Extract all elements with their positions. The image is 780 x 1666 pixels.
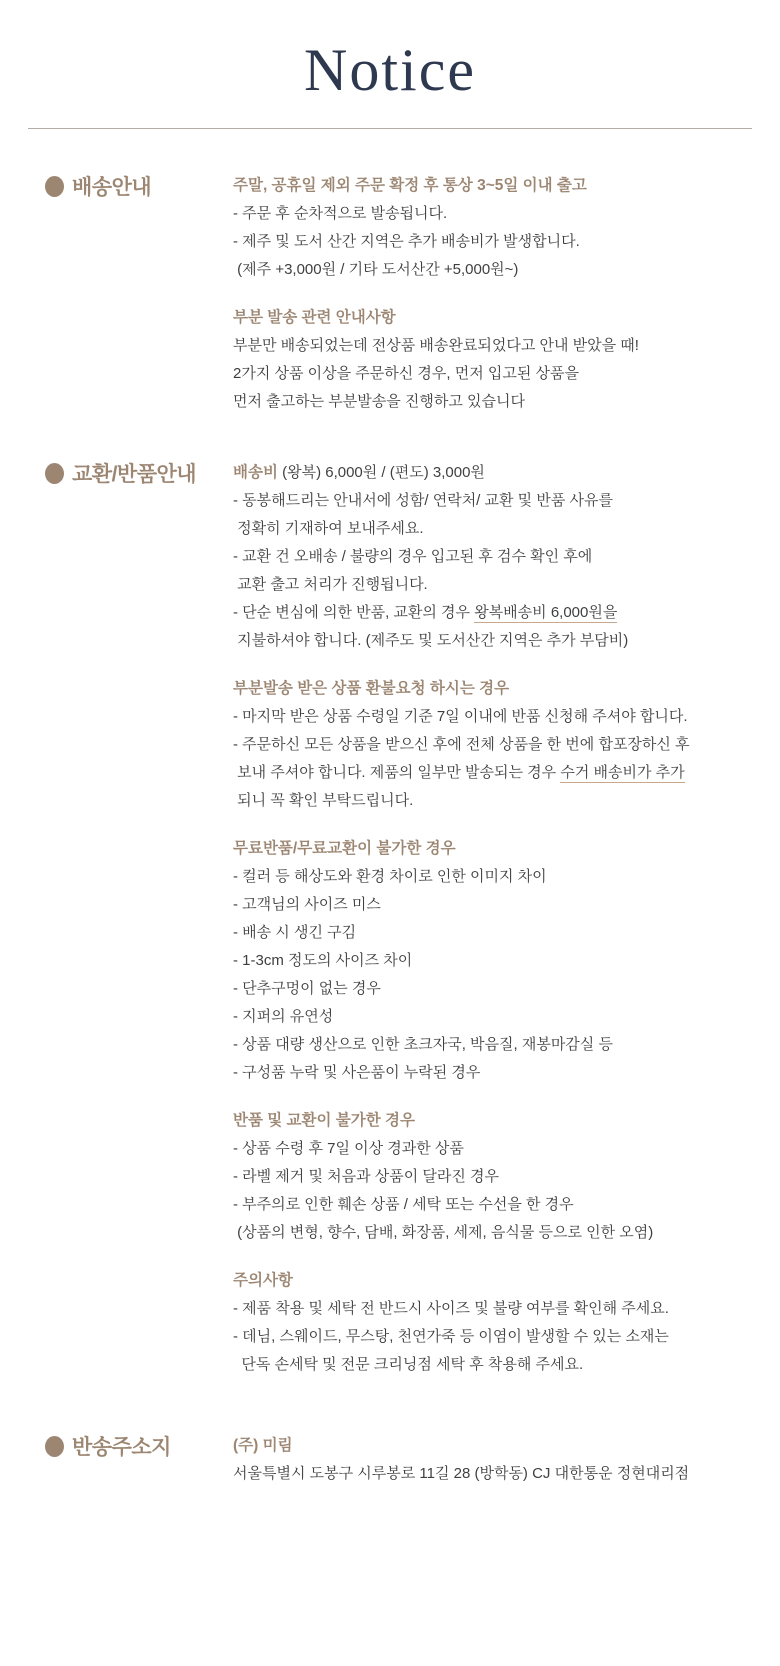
fee-line: [233, 459, 780, 487]
no-return-line: - 부주의로 인한 훼손 상품 / 세탁 또는 수선을 한 경우: [233, 1196, 574, 1213]
section-return-address-content: [233, 1431, 780, 1488]
return-address-line: 서울특별시 도봉구 시루봉로 11길 28 (방학동) CJ 대한통운 정현대리점: [233, 1465, 690, 1482]
simple-change-line: 지불하셔야 합니다. (제주도 및 도서산간 지역은 추가 부담비): [233, 632, 629, 649]
fee-value: (왕복) 6,000원 / (편도) 3,000원: [277, 464, 485, 481]
partial-refund-line: - 주문하신 모든 상품을 받으신 후에 전체 상품을 한 번에 합포장하신 후: [233, 736, 690, 753]
no-free-line: - 단추구멍이 없는 경우: [233, 980, 381, 997]
shipping-line: - 제주 및 도서 산간 지역은 추가 배송비가 발생합니다.: [233, 233, 580, 250]
no-free-line: - 구성품 누락 및 사은품이 누락된 경우: [233, 1064, 481, 1081]
simple-change-line: [233, 599, 780, 627]
fee-label: 배송비: [233, 464, 278, 481]
partial-refund-block: [233, 675, 780, 815]
section-exchange-header: [45, 458, 233, 488]
page-title: Notice: [304, 37, 476, 103]
no-free-line: - 컬러 등 해상도와 환경 차이로 인한 이미지 차이: [233, 868, 547, 885]
partial-refund-underlined: 수거 배송비가 추가: [560, 764, 685, 781]
bullet-icon: [45, 176, 64, 197]
no-return-block: [233, 1107, 780, 1247]
fee-line: - 교환 건 오배송 / 불량의 경우 입고된 후 검수 확인 후에: [233, 548, 593, 565]
bullet-icon: [45, 463, 64, 484]
shipping-headline: 주말, 공휴일 제외 주문 확정 후 통상 3~5일 이내 출고: [233, 177, 587, 194]
bullet-icon: [45, 1436, 64, 1457]
simple-change-prefix: - 단순 변심에 의한 반품, 교환의 경우: [233, 604, 475, 621]
caution-heading: 주의사항: [233, 1272, 293, 1289]
section-return-address-label: 반송주소지: [72, 1436, 171, 1459]
section-shipping: [0, 171, 780, 416]
section-exchange: [0, 458, 780, 1379]
no-free-line: - 배송 시 생긴 구김: [233, 924, 357, 941]
no-return-line: - 라벨 제거 및 처음과 상품이 달라진 경우: [233, 1168, 500, 1185]
shipping-line: - 주문 후 순차적으로 발송됩니다.: [233, 205, 448, 222]
partial-refund-heading: 부분발송 받은 상품 환불요청 하시는 경우: [233, 680, 510, 697]
no-free-line: - 지퍼의 유연성: [233, 1008, 334, 1025]
caution-line: - 데님, 스웨이드, 무스탕, 천연가죽 등 이염이 발생할 수 있는 소재는: [233, 1328, 669, 1345]
section-exchange-content: [233, 458, 780, 1379]
no-return-line: - 상품 수령 후 7일 이상 경과한 상품: [233, 1140, 464, 1157]
section-exchange-label: 교환/반품안내: [72, 463, 197, 486]
shipping-line: (제주 +3,000원 / 기타 도서산간 +5,000원~): [233, 261, 519, 278]
no-return-line: (상품의 변형, 향수, 담배, 화장품, 세제, 음식물 등으로 인한 오염): [233, 1224, 654, 1241]
fee-line: - 동봉해드리는 안내서에 성함/ 연락처/ 교환 및 반품 사유를: [233, 492, 613, 509]
partial-refund-line: 되니 꼭 확인 부탁드립니다.: [233, 792, 414, 809]
section-shipping-header: [45, 171, 233, 201]
fee-line: 정확히 기재하여 보내주세요.: [233, 520, 424, 537]
simple-change-underlined: 왕복배송비 6,000원을: [474, 604, 618, 621]
fee-line: 교환 출고 처리가 진행됩니다.: [233, 576, 428, 593]
bottom-spacer: [0, 1488, 780, 1608]
no-free-line: - 1-3cm 정도의 사이즈 차이: [233, 952, 413, 969]
title-divider: [28, 128, 752, 129]
partial-shipping-block: [233, 304, 780, 416]
section-return-address-header: [45, 1431, 233, 1461]
no-free-heading: 무료반품/무료교환이 불가한 경우: [233, 840, 456, 857]
no-free-block: [233, 835, 780, 1087]
section-shipping-content: [233, 171, 780, 416]
caution-block: [233, 1267, 780, 1379]
section-return-address: [0, 1431, 780, 1488]
no-free-line: - 고객님의 사이즈 미스: [233, 896, 381, 913]
partial-refund-prefix: 보내 주셔야 합니다. 제품의 일부만 발송되는 경우: [233, 764, 561, 781]
partial-refund-line: [233, 759, 780, 787]
partial-shipping-line: 2가지 상품 이상을 주문하신 경우, 먼저 입고된 상품을: [233, 365, 579, 382]
partial-shipping-line: 먼저 출고하는 부분발송을 진행하고 있습니다: [233, 393, 525, 410]
caution-line: - 제품 착용 및 세탁 전 반드시 사이즈 및 불량 여부를 확인해 주세요.: [233, 1300, 669, 1317]
partial-shipping-line: 부분만 배송되었는데 전상품 배송완료되었다고 안내 받았을 때!: [233, 337, 639, 354]
partial-refund-line: - 마지막 받은 상품 수령일 기준 7일 이내에 반품 신청해 주셔야 합니다.: [233, 708, 688, 725]
no-return-heading: 반품 및 교환이 불가한 경우: [233, 1112, 415, 1129]
caution-line: 단독 손세탁 및 전문 크리닝점 세탁 후 착용해 주세요.: [233, 1356, 584, 1373]
partial-shipping-heading: 부분 발송 관련 안내사항: [233, 309, 396, 326]
section-shipping-label: 배송안내: [72, 176, 152, 199]
return-company: (주) 미림: [233, 1437, 293, 1454]
no-free-line: - 상품 대량 생산으로 인한 초크자국, 박음질, 재봉마감실 등: [233, 1036, 613, 1053]
